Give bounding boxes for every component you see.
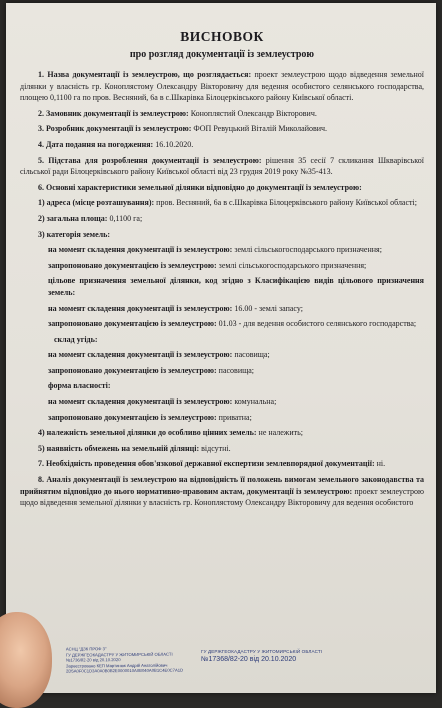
lands-proposed-label: запропоновано документацією із землеустрою: [48, 365, 217, 375]
stamp-left-line-1: АСНЦ "ДЗК ПРОФ 3" [65, 646, 107, 652]
category-proposed-text: землі сільськогосподарського призначення; [216, 260, 367, 270]
registration-stamp-right [201, 648, 351, 678]
doc-subtitle: про розгляд документації із землеустрою [129, 49, 315, 60]
ownership-current-label: на момент складення документації із землеустрою: [48, 397, 233, 407]
lands-heading-label: склад угідь: [54, 334, 98, 344]
section-7-text: ні. [374, 459, 386, 469]
stamp-right-line-2: №17368/82-20 від 20.10.2020 [201, 656, 297, 663]
purpose-heading [20, 275, 424, 298]
section-6-4 [20, 427, 424, 439]
ownership-current-text: комунальна; [232, 397, 277, 407]
section-7 [20, 458, 424, 470]
section-5-text: рішення 35 сесії 7 скликання Шкварівської сільської ради Білоцерківського району Київської області від 23 грудня 2019 року №35-413. [20, 155, 424, 177]
section-7-label: 7. Необхідність проведення обов'язкової державної експертизи землевпорядної документації: [38, 459, 375, 469]
section-8-label: 8. Аналіз документації із землеустрою на відповідність її положень вимогам земельного законодавства та прийнятим відповідно до нього нормативно-правовим актам, документації із землеустрою: [20, 475, 424, 496]
purpose-current-text: 16.00 - землі запасу; [232, 303, 303, 313]
purpose-current [20, 303, 424, 315]
section-2-text: Коноплястий Олександр Вікторович. [188, 108, 317, 118]
document-body [20, 29, 424, 513]
section-3 [20, 123, 424, 135]
section-5-label: 5. Підстава для розроблення документації із землеустрою: [38, 155, 262, 165]
section-6-5-text: відсутні. [199, 443, 231, 453]
section-6-5 [20, 443, 424, 455]
ownership-current [20, 396, 424, 408]
section-2 [20, 108, 424, 120]
category-current-text: землі сільськогосподарського призначення; [232, 245, 382, 255]
ownership-proposed-text: приватна; [216, 412, 252, 422]
section-6-4-label: 4) належність земельної ділянки до особливо цінних земель: [38, 428, 257, 438]
ownership-heading [20, 380, 424, 392]
section-6-4-text: не належить; [256, 428, 303, 438]
category-current-label: на момент складення документації із землеустрою: [48, 245, 233, 255]
section-4 [20, 139, 424, 151]
section-6-2-text: 0,1100 га; [107, 213, 143, 223]
section-6-3-label: 3) категорія земель: [38, 229, 111, 239]
section-5 [20, 155, 424, 178]
doc-title: ВИСНОВОК [180, 29, 264, 44]
section-8 [20, 474, 424, 509]
purpose-heading-label: цільове призначення земельної ділянки, код згідно з Класифікацією видів цільового призначення земель: [48, 276, 424, 297]
category-current [20, 244, 424, 256]
section-2-label: 2. Замовник документації із землеустрою: [38, 108, 189, 118]
section-6-1 [20, 197, 424, 209]
category-proposed-label: запропоновано документацією із землеустрою: [48, 260, 217, 270]
section-6-2 [20, 213, 424, 225]
section-1-label: 1. Назва документації із землеустрою, що розглядається: [38, 70, 252, 79]
purpose-current-label: на момент складення документації із землеустрою: [48, 303, 233, 313]
lands-proposed-text: пасовища; [216, 365, 255, 375]
document-page [6, 3, 436, 693]
ownership-proposed-label: запропоновано документацією із землеустрою: [48, 412, 217, 422]
section-3-label: 3. Розробник документації із землеустрою: [38, 124, 192, 134]
section-1-text: проект землеустрою щодо відведення земельної ділянки у власність гр. Коноплястому Олександру Вікторовичу для ведення особистого селянського господарства, площею 0,1100 га по пров. Весняний, 6а в с.Шкарівка Білоцерківського району Київської області. [20, 70, 424, 103]
section-8-text: проект землеустрою щодо відведення земельної ділянки у власність гр. Коноплястому Олександру Вікторовичу для ведення особистого [20, 486, 424, 508]
section-4-label: 4. Дата подання на погодження: [38, 139, 154, 149]
section-6 [20, 182, 424, 194]
section-4-text: 16.10.2020. [153, 139, 194, 149]
purpose-proposed [20, 318, 424, 330]
ownership-proposed [20, 412, 424, 424]
section-1 [20, 69, 424, 104]
lands-current [20, 349, 424, 361]
registration-stamp-left [66, 645, 194, 686]
stamp-right-line-1: ГУ ДЕРЖГЕОКАДАСТРУ У ЖИТОМИРСЬКІЙ ОБЛАСТІ [201, 649, 323, 654]
lands-heading [20, 334, 424, 346]
section-6-label: 6. Основні характеристики земельної ділянки відповідно до документації із землеустрою: [38, 182, 362, 192]
stamp-left-line-2: ГУ ДЕРЖГЕОКАДАСТРУ У ЖИТОМИРСЬКІЙ ОБЛАСТІ [65, 651, 173, 658]
purpose-proposed-label: запропоновано документацією із землеустрою: [48, 319, 217, 329]
lands-proposed [20, 365, 424, 377]
section-6-2-label: 2) загальна площа: [38, 213, 108, 223]
stamp-left-line-5: 2D5A0F0C1D3A0A0B0B2E0000010A0B040A0B1C4E0C7A1D [66, 667, 184, 674]
stamp-left-line-3: №1736/82-20 від 20.10.2020 [65, 657, 121, 663]
ownership-heading-label: форма власності: [48, 381, 111, 391]
category-proposed [20, 260, 424, 272]
section-3-text: ФОП Ревуцький Віталій Миколайович. [191, 124, 328, 134]
section-6-5-label: 5) наявність обмежень на земельній ділянці: [38, 443, 200, 453]
section-6-3 [20, 229, 424, 241]
lands-current-label: на момент складення документації із землеустрою: [48, 350, 233, 360]
section-6-1-text: пров. Весняний, 6а в с.Шкарівка Білоцерківського району Київської області; [154, 198, 417, 208]
purpose-proposed-text: 01.03 - для ведення особистого селянського господарства; [216, 319, 417, 329]
stamp-left-line-4: Зареєстровано КЕП Мартинюк Андрій Анатолійович [65, 662, 168, 669]
section-6-1-label: 1) адреса (місце розташування): [38, 198, 155, 208]
lands-current-text: пасовища; [232, 350, 270, 360]
